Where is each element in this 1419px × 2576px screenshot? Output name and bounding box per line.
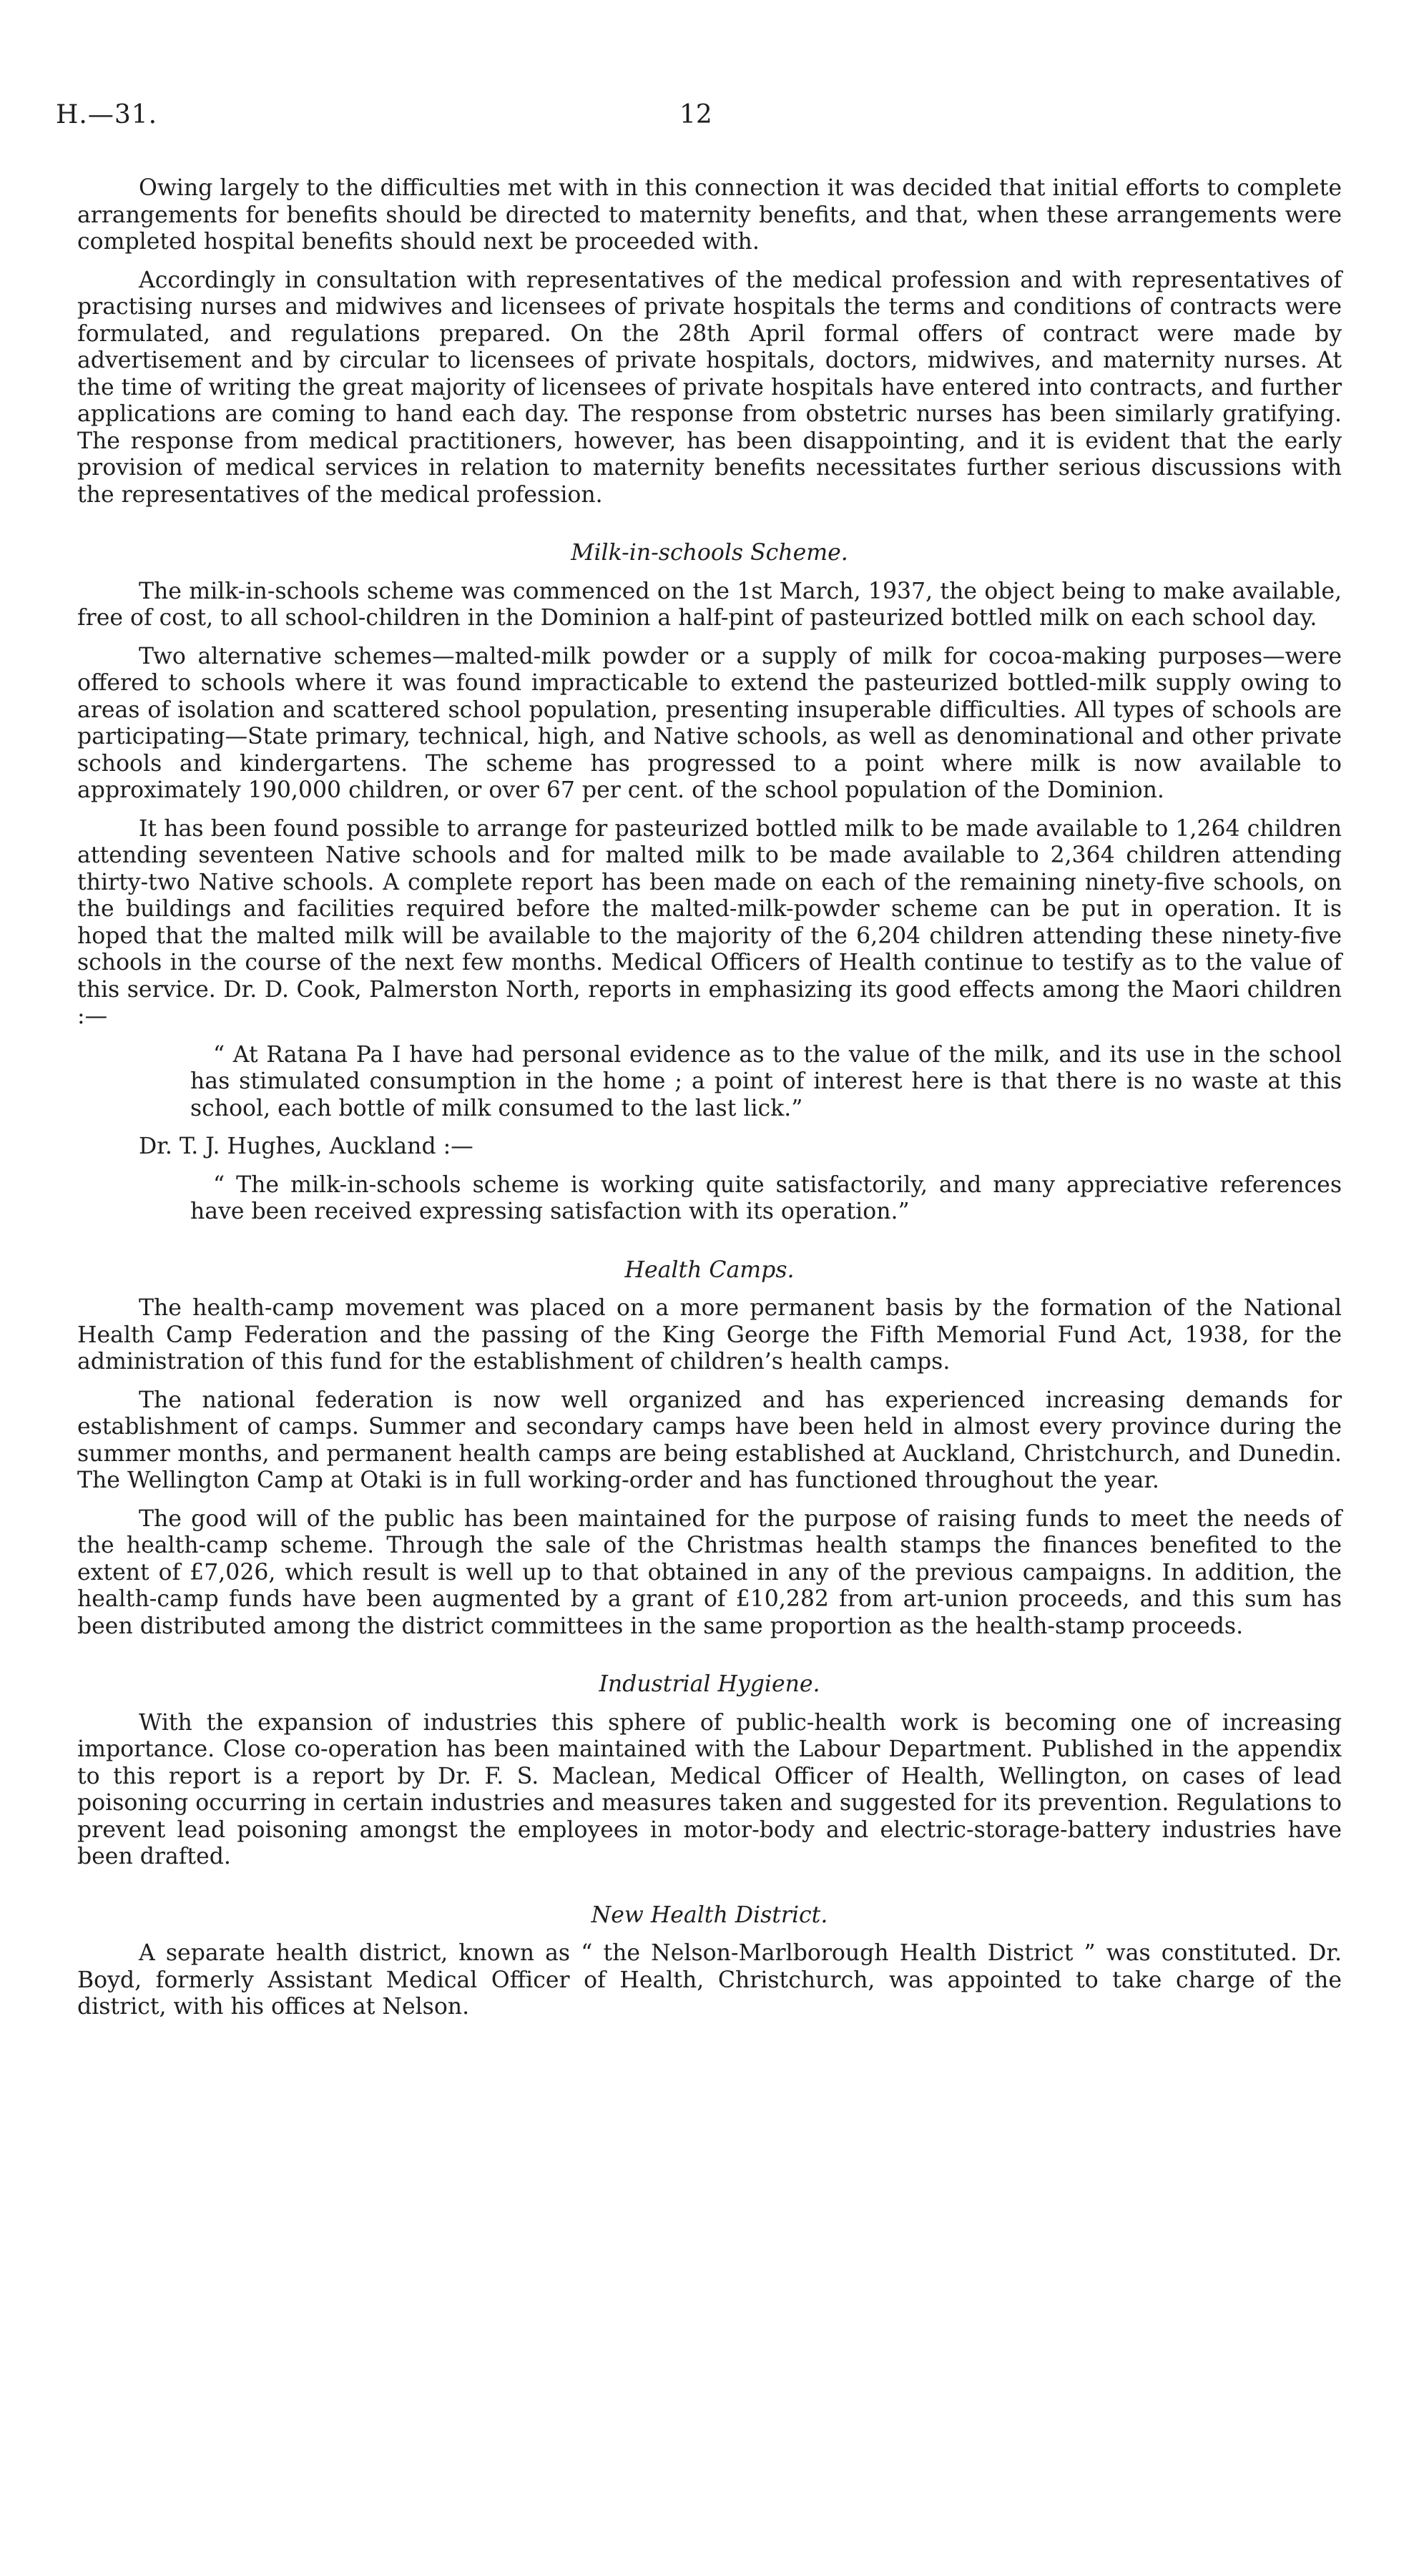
milk-paragraph-3: It has been found possible to arrange for pasteurized bottled milk to be made available to 1,264 children attending seventeen Native schools and for malted milk to be made available to 2,364 children attending thirty-two Native schools. A complete report has been made on each of the remaining ninety-five schools, on the buildings and facilities required before the malted-milk-powder scheme can be put in operation. It is hoped that the malted milk will be available to the majority of the 6,204 children attending these ninety-five schools in the course of the next few months. Medical Officers of Health continue to testify as to the value of this service. Dr. D. Cook, Palmerston North, reports in emphasizing its good effects among the Maori children :— [77, 815, 1342, 1029]
milk-quote-hughes: “ The milk-in-schools scheme is working quite satisfactorily, and many appreciative references have been received expressing satisfaction with its operation.” [190, 1171, 1342, 1224]
industrial-paragraph-1: With the expansion of industries this sphere of public-health work is becoming one of increasing importance. Close co-operation has been maintained with the Labour Department. Published in the appendix to this report is a report by Dr. F. S. Maclean, Medical Officer of Health, Wellington, on cases of lead poisoning occurring in certain industries and measures taken and suggested for its prevention. Regulations to prevent lead poisoning amongst the employees in motor-body and electric-storage-battery industries have been drafted. [77, 1709, 1342, 1869]
milk-quote-cook: “ At Ratana Pa I have had personal evidence as to the value of the milk, and its use in the school has stimulated consumption in the home ; a point of interest here is that there is no waste at this school, each bottle of milk consumed to the last lick.” [190, 1041, 1342, 1121]
district-paragraph-1: A separate health district, known as “ the Nelson-Marlborough Health District ” was constituted. Dr. Boyd, formerly Assistant Medical Officer of Health, Christchurch, was appointed to take charge of the district, with his offices at Nelson. [77, 1940, 1342, 2020]
milk-paragraph-2: Two alternative schemes—malted-milk powder or a supply of milk for cocoa-making purposes—were offered to schools where it was found impracticable to extend the pasteurized bottled-milk supply owing to areas of isolation and scattered school population, presenting insuperable difficulties. All types of schools are participating—State primary, technical, high, and Native schools, as well as denominational and other private schools and kindergartens. The scheme has progressed to a point where milk is now available to approximately 190,000 children, or over 67 per cent. of the school population of the Dominion. [77, 643, 1342, 803]
section-heading-milk-in-schools: Milk-in-schools Scheme. [571, 540, 848, 566]
report-reference: H.—31. [56, 100, 158, 129]
camps-paragraph-1: The health-camp movement was placed on a more permanent basis by the formation of the National Health Camp Federation and the passing of the King George the Fifth Memorial Fund Act, 1938, for the administration of this fund for the establishment of children’s health camps. [77, 1295, 1342, 1375]
section-heading-new-health-district: New Health District. [591, 1902, 828, 1928]
intro-paragraph-2: Accordingly in consultation with representatives of the medical profession and with representatives of practising nurses and midwives and licensees of private hospitals the terms and conditions of contracts were formulated, and regulations prepared. On the 28th April formal offers of contract were made by advertisement and by circular to licensees of private hospitals, doctors, midwives, and maternity nurses. At the time of writing the great majority of licensees of private hospitals have entered into contracts, and further applications are coming to hand each day. The response from obstetric nurses has been similarly gratifying. The response from medical practitioners, however, has been disappointing, and it is evident that the early provision of medical services in relation to maternity benefits necessitates further serious discussions with the representatives of the medical profession. [77, 267, 1342, 508]
camps-paragraph-3: The good will of the public has been maintained for the purpose of raising funds to meet the needs of the health-camp scheme. Through the sale of the Christmas health stamps the finances benefited to the extent of £7,026, which result is well up to that obtained in any of the previous campaigns. In addition, the health-camp funds have been augmented by a grant of £10,282 from art-union proceeds, and this sum has been distributed among the district committees in the same proportion as the health-stamp proceeds. [77, 1505, 1342, 1639]
document-body [77, 175, 1342, 2032]
page-number: 12 [679, 100, 712, 129]
milk-paragraph-1: The milk-in-schools scheme was commenced on the 1st March, 1937, the object being to make available, free of cost, to all school-children in the Dominion a half-pint of pasteurized bottled milk on each school day. [77, 578, 1342, 631]
camps-paragraph-2: The national federation is now well organized and has experienced increasing demands for establishment of camps. Summer and secondary camps have been held in almost every province during the summer months, and permanent health camps are being established at Auckland, Christchurch, and Dunedin. The Wellington Camp at Otaki is in full working-order and has functioned throughout the year. [77, 1387, 1342, 1493]
section-heading-health-camps: Health Camps. [624, 1257, 795, 1283]
intro-paragraph-1: Owing largely to the difficulties met with in this connection it was decided that initial efforts to complete arrangements for benefits should be directed to maternity benefits, and that, when these arrangements were completed hospital benefits should next be proceeded with. [77, 175, 1342, 255]
milk-attribution-hughes: Dr. T. J. Hughes, Auckland :— [139, 1134, 473, 1159]
section-heading-industrial-hygiene: Industrial Hygiene. [599, 1671, 820, 1697]
